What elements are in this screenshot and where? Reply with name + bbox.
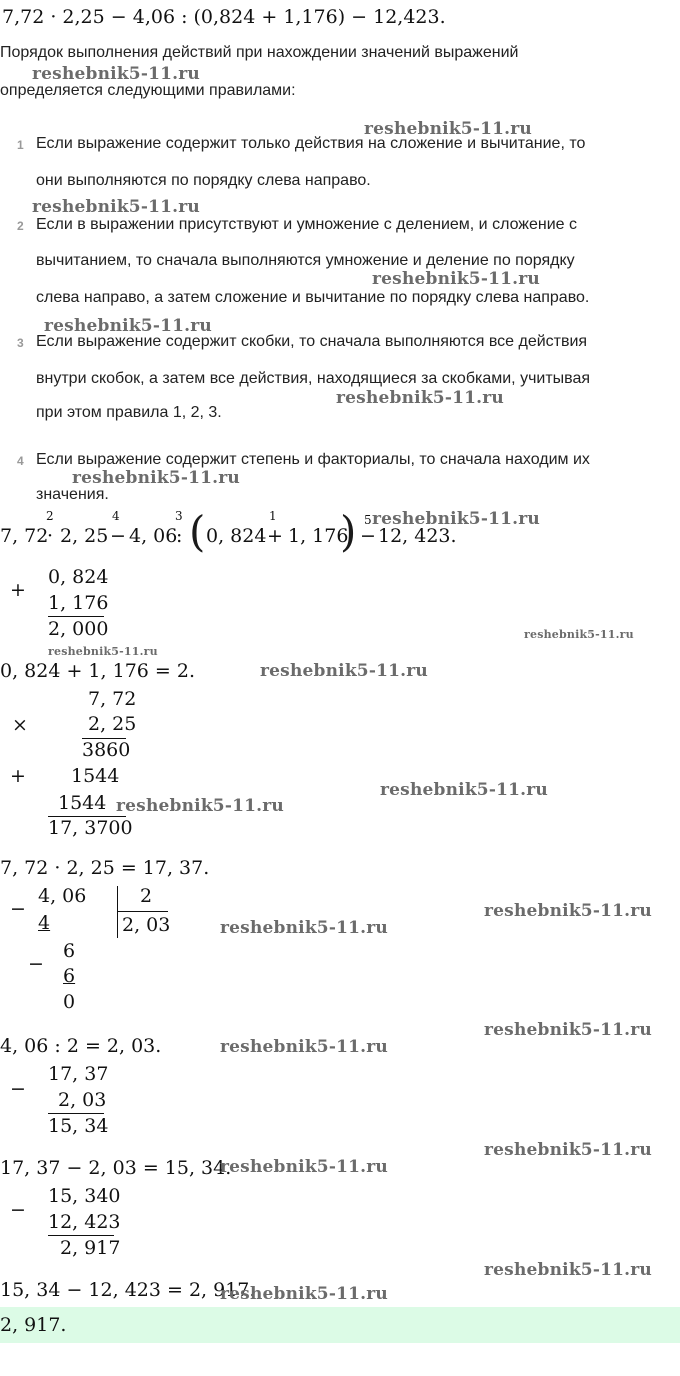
left-paren: ( — [189, 507, 206, 556]
subtrahend: 12, 423 — [48, 1211, 121, 1233]
watermark: reshebnik5-11.ru — [32, 64, 200, 84]
watermark: reshebnik5-11.ru — [220, 1284, 388, 1304]
action-number: 4 — [112, 509, 120, 523]
minus-sign: − — [10, 1078, 26, 1100]
rule-number: 1 — [17, 138, 24, 152]
watermark: reshebnik5-11.ru — [372, 269, 540, 289]
subtrahend: 6 — [63, 965, 76, 987]
watermark: reshebnik5-11.ru — [484, 1260, 652, 1280]
action-number: 3 — [175, 509, 183, 523]
watermark: reshebnik5-11.ru — [336, 388, 504, 408]
times-sign: × — [12, 714, 28, 736]
subtraction-1-summary: 17, 37 − 2, 03 = 15, 34. — [0, 1157, 232, 1179]
watermark: reshebnik5-11.ru — [372, 509, 540, 529]
watermark: reshebnik5-11.ru — [484, 1140, 652, 1160]
answer-text: 2, 917. — [0, 1314, 67, 1336]
subtrahend: 4 — [38, 912, 51, 934]
difference-line — [48, 1235, 114, 1236]
subtrahend: 2, 03 — [58, 1089, 107, 1111]
addition-summary: 0, 824 + 1, 176 = 2. — [0, 660, 195, 682]
factor: 7, 72 — [88, 688, 137, 710]
operator: + — [267, 525, 283, 547]
watermark: reshebnik5-11.ru — [380, 780, 548, 800]
action-number: 5 — [364, 513, 372, 527]
final-remainder: 0 — [63, 991, 76, 1013]
watermark: reshebnik5-11.ru — [260, 661, 428, 681]
intro-text-line2: определяется следующими правилами: — [0, 82, 296, 99]
watermark: reshebnik5-11.ru — [484, 901, 652, 921]
addend: 0, 824 — [48, 566, 109, 588]
sum-line — [48, 616, 104, 617]
watermark: reshebnik5-11.ru — [484, 1020, 652, 1040]
rule-text: они выполняются по порядку слева направо. — [36, 172, 371, 189]
operand: 4, 06 — [129, 525, 178, 547]
minuend: 15, 340 — [48, 1185, 121, 1207]
difference-result: 15, 34 — [48, 1115, 109, 1137]
operand: 2, 25 — [60, 525, 109, 547]
operator: − — [360, 525, 376, 547]
rule-number: 2 — [17, 219, 24, 233]
rule-text: Если выражение содержит степень и факториалы, то сначала находим их — [36, 451, 590, 468]
operand: 12, 423. — [378, 525, 457, 547]
minus-sign: − — [10, 898, 26, 920]
division-summary: 4, 06 : 2 = 2, 03. — [0, 1035, 162, 1057]
minuend: 17, 37 — [48, 1063, 109, 1085]
watermark: reshebnik5-11.ru — [116, 796, 284, 816]
addend: 1, 176 — [48, 592, 109, 614]
watermark: reshebnik5-11.ru — [44, 316, 212, 336]
divisor-line — [118, 911, 168, 912]
factor: 2, 25 — [88, 713, 137, 735]
plus-sign: + — [10, 579, 26, 601]
rule-text: вычитанием, то сначала выполняются умножение и деление по порядку — [36, 252, 575, 269]
rule-text: значения. — [36, 486, 109, 503]
product-result: 17, 3700 — [48, 817, 133, 839]
problem-expression: 7,72 · 2,25 − 4,06 : (0,824 + 1,176) − 12,423. — [2, 6, 446, 28]
partial-product: 1544 — [71, 765, 120, 787]
difference-result: 2, 917 — [60, 1237, 121, 1259]
watermark: reshebnik5-11.ru — [72, 468, 240, 488]
multiplication-summary: 7, 72 · 2, 25 = 17, 37. — [0, 857, 210, 879]
watermark: reshebnik5-11.ru — [220, 1157, 388, 1177]
operator: · — [47, 525, 54, 547]
watermark: reshebnik5-11.ru — [32, 197, 200, 217]
rule-text: Если выражение содержит только действия на сложение и вычитание, то — [36, 135, 586, 152]
operand: 7, 72 — [0, 525, 49, 547]
quotient: 2, 03 — [122, 914, 171, 936]
intro-text-line1: Порядок выполнения действий при нахождении значений выражений — [0, 44, 519, 61]
operand: 1, 176 — [288, 525, 349, 547]
difference-line — [48, 1113, 104, 1114]
rule-text: Если в выражении присутствуют и умножение с делением, и сложение с — [36, 216, 578, 233]
watermark: reshebnik5-11.ru — [364, 119, 532, 139]
partial-product: 3860 — [82, 739, 131, 761]
answer-box — [0, 1307, 680, 1343]
rule-number: 4 — [17, 454, 24, 468]
minus-sign: − — [28, 953, 44, 975]
partial-product: 1544 — [58, 792, 107, 814]
minus-sign: − — [10, 1199, 26, 1221]
operator: − — [110, 525, 126, 547]
remainder: 6 — [63, 940, 76, 962]
divisor: 2 — [140, 885, 153, 907]
plus-sign: + — [10, 765, 26, 787]
right-paren: ) — [340, 507, 357, 556]
subtraction-2-summary: 15, 34 − 12, 423 = 2, 917. — [0, 1279, 256, 1301]
operator: : — [176, 525, 183, 547]
rule-text: при этом правила 1, 2, 3. — [36, 404, 222, 421]
rule-text: слева направо, а затем сложение и вычитание по порядку слева направо. — [36, 289, 590, 306]
division-bar — [117, 886, 118, 938]
operand: 0, 824 — [206, 525, 267, 547]
action-number: 2 — [46, 509, 54, 523]
rule-text: внутри скобок, а затем все действия, находящиеся за скобками, учитывая — [36, 370, 591, 387]
rule-text: Если выражение содержит скобки, то сначала выполняются все действия — [36, 333, 588, 350]
action-number: 1 — [269, 509, 277, 523]
sum-result: 2, 000 — [48, 618, 109, 640]
watermark: reshebnik5-11.ru — [524, 628, 634, 641]
watermark: reshebnik5-11.ru — [220, 918, 388, 938]
dividend: 4, 06 — [38, 885, 87, 907]
watermark: reshebnik5-11.ru — [48, 645, 158, 658]
watermark: reshebnik5-11.ru — [220, 1037, 388, 1057]
rule-number: 3 — [17, 336, 24, 350]
